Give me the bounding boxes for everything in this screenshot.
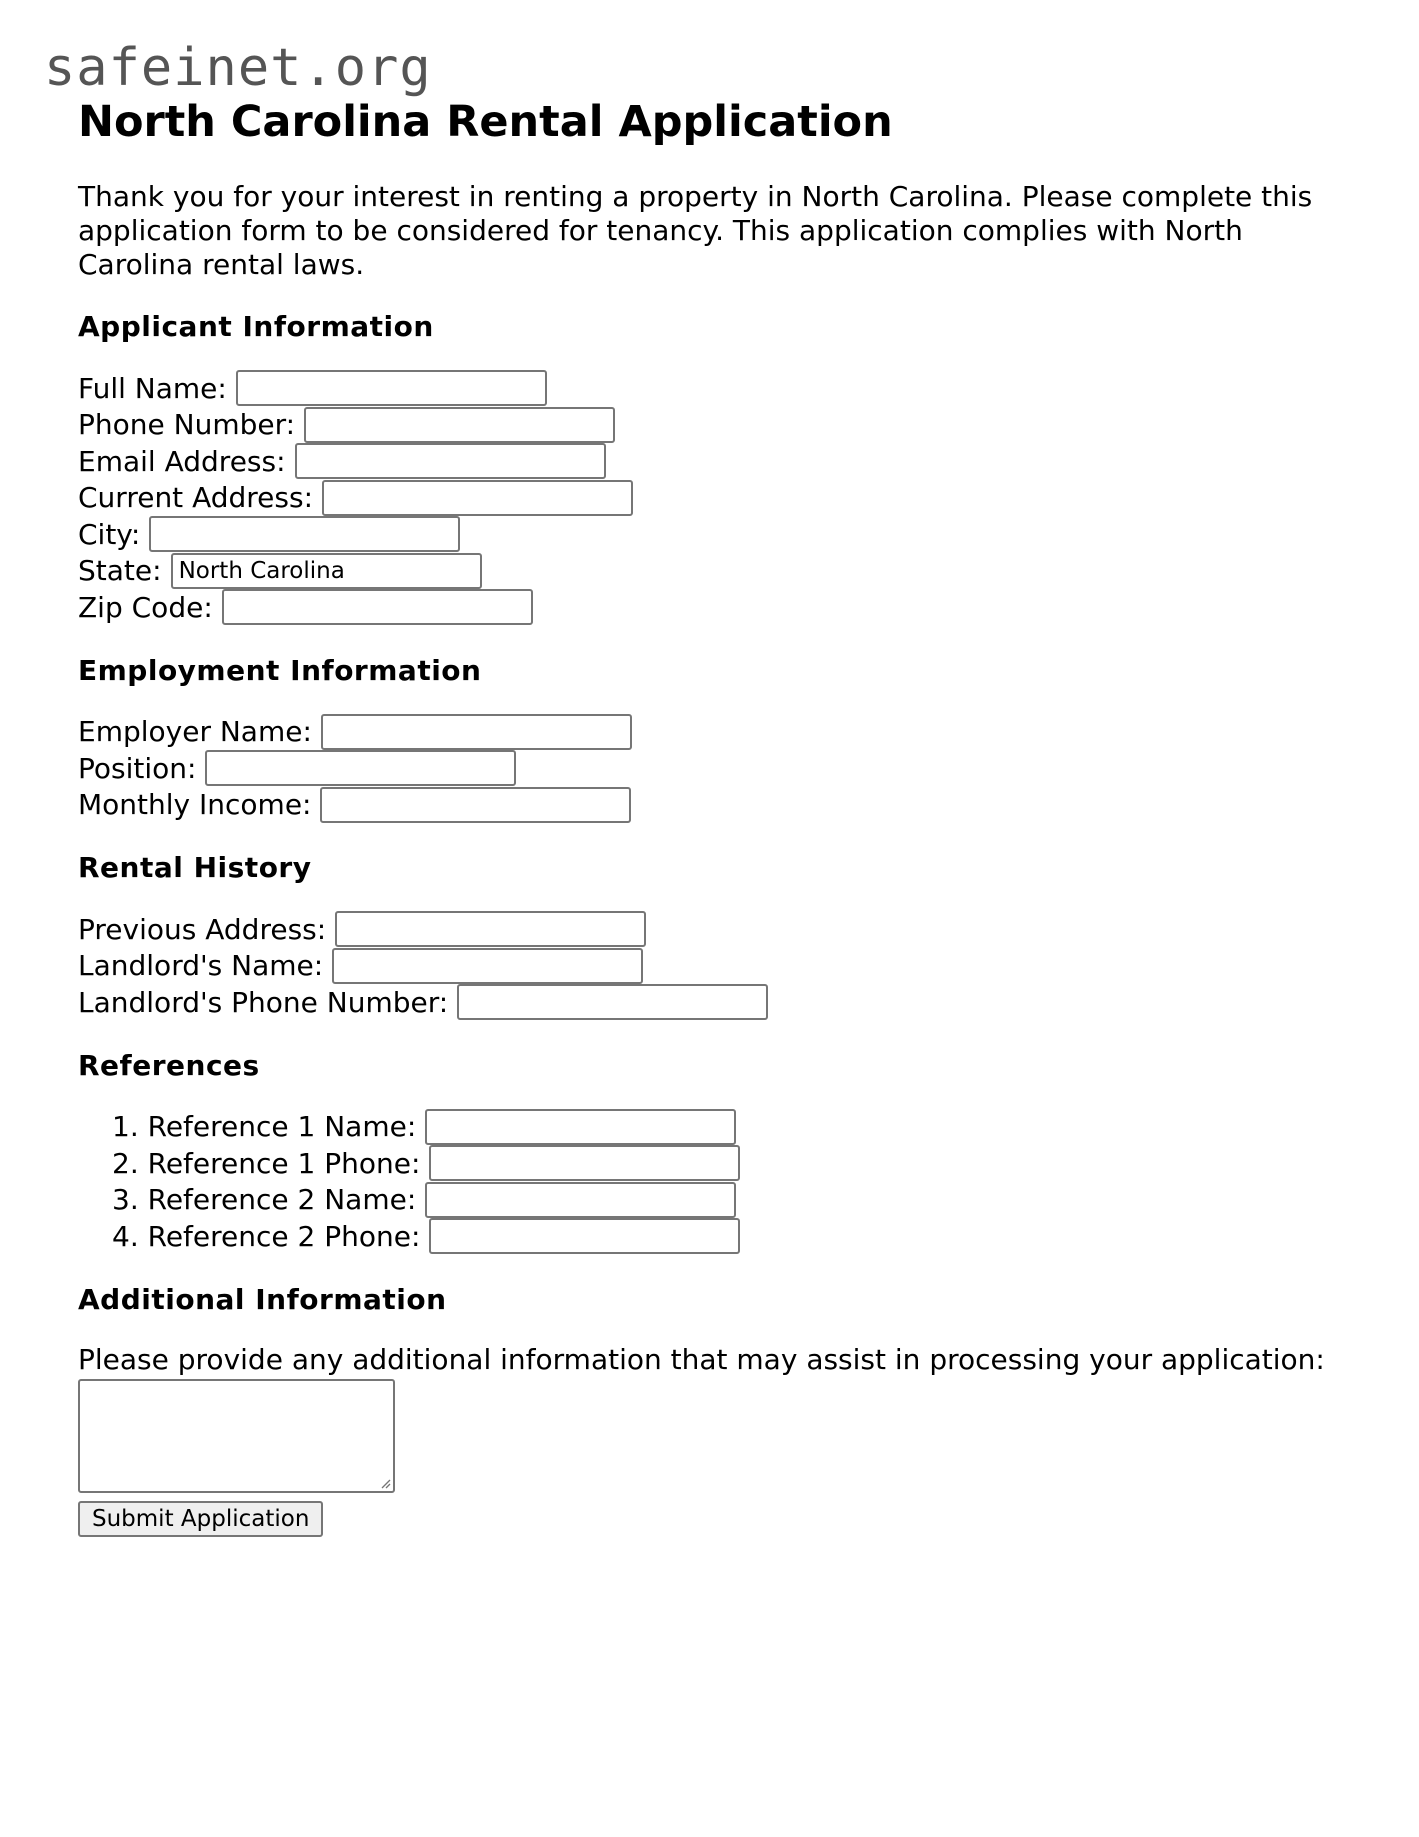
state-row: [78, 553, 1378, 590]
additional-prompt: Please provide any additional information that may assist in processing your application:: [78, 1342, 1325, 1376]
submit-application-button[interactable]: Submit Application: [78, 1501, 323, 1537]
position-input[interactable]: [205, 750, 516, 786]
income-label: Monthly Income:: [78, 788, 312, 822]
resize-grip-icon[interactable]: [379, 1477, 391, 1489]
landlord-phone-label: Landlord's Phone Number:: [78, 985, 449, 1019]
landlord-name-row: [78, 948, 1378, 985]
reference-1-name-label: 1. Reference 1 Name:: [112, 1110, 417, 1144]
zip-row: [78, 589, 1378, 626]
landlord-name-input[interactable]: [332, 948, 643, 984]
reference-2-phone-row: [78, 1218, 1378, 1255]
zip-label: Zip Code:: [78, 590, 213, 624]
rental-history-heading: Rental History: [78, 851, 312, 884]
phone-label: Phone Number:: [78, 408, 296, 442]
reference-2-phone-input[interactable]: [429, 1218, 740, 1254]
phone-input[interactable]: [304, 407, 615, 443]
current-address-input[interactable]: [322, 480, 633, 516]
reference-1-phone-row: [78, 1145, 1378, 1182]
employment-fields: [78, 714, 1378, 824]
reference-1-phone-input[interactable]: [429, 1145, 740, 1181]
income-row: [78, 787, 1378, 824]
additional-info-textarea[interactable]: [78, 1379, 395, 1493]
employer-row: [78, 714, 1378, 751]
state-input[interactable]: North Carolina: [171, 553, 482, 589]
previous-address-label: Previous Address:: [78, 912, 327, 946]
applicant-heading: Applicant Information: [78, 310, 434, 343]
employment-heading: Employment Information: [78, 653, 482, 687]
reference-2-name-row: [78, 1182, 1378, 1219]
reference-2-phone-label: 4. Reference 2 Phone:: [112, 1219, 421, 1253]
references-heading: References: [78, 1048, 260, 1082]
city-input[interactable]: [149, 516, 460, 552]
reference-1-name-row: [78, 1109, 1378, 1146]
previous-address-row: [78, 911, 1378, 948]
reference-1-phone-label: 2. Reference 1 Phone:: [112, 1146, 421, 1180]
current-address-label: Current Address:: [78, 481, 314, 515]
landlord-phone-input[interactable]: [457, 984, 768, 1020]
rental-history-fields: [78, 911, 1378, 1021]
full-name-label: Full Name:: [78, 371, 227, 405]
city-label: City:: [78, 517, 141, 551]
full-name-input[interactable]: [236, 370, 547, 406]
state-label: State:: [78, 554, 162, 588]
employer-input[interactable]: [321, 714, 632, 750]
reference-2-name-input[interactable]: [425, 1182, 736, 1218]
landlord-phone-row: [78, 984, 1378, 1021]
position-label: Position:: [78, 751, 197, 785]
employer-label: Employer Name:: [78, 715, 312, 749]
zip-input[interactable]: [222, 589, 533, 625]
references-list: [78, 1109, 1378, 1255]
full-name-row: [78, 370, 1378, 407]
current-address-row: [78, 480, 1378, 517]
city-row: [78, 516, 1378, 553]
position-row: [78, 750, 1378, 787]
additional-heading: Additional Information: [78, 1282, 447, 1316]
watermark: safeinet.org: [44, 38, 432, 98]
intro-text: Thank you for your interest in renting a property in North Carolina. Please complete this application form to be considered for tenancy. This application complies with North Carolina rental laws.: [78, 180, 1313, 281]
page-title: North Carolina Rental Application: [78, 97, 893, 147]
email-input[interactable]: [295, 443, 606, 479]
landlord-name-label: Landlord's Name:: [78, 949, 324, 983]
phone-row: [78, 407, 1378, 444]
email-row: [78, 443, 1378, 480]
previous-address-input[interactable]: [335, 911, 646, 947]
rental-application-form: [78, 96, 1378, 1537]
income-input[interactable]: [320, 787, 631, 823]
applicant-fields: [78, 370, 1378, 626]
reference-1-name-input[interactable]: [425, 1109, 736, 1145]
email-label: Email Address:: [78, 444, 286, 478]
reference-2-name-label: 3. Reference 2 Name:: [112, 1183, 417, 1217]
